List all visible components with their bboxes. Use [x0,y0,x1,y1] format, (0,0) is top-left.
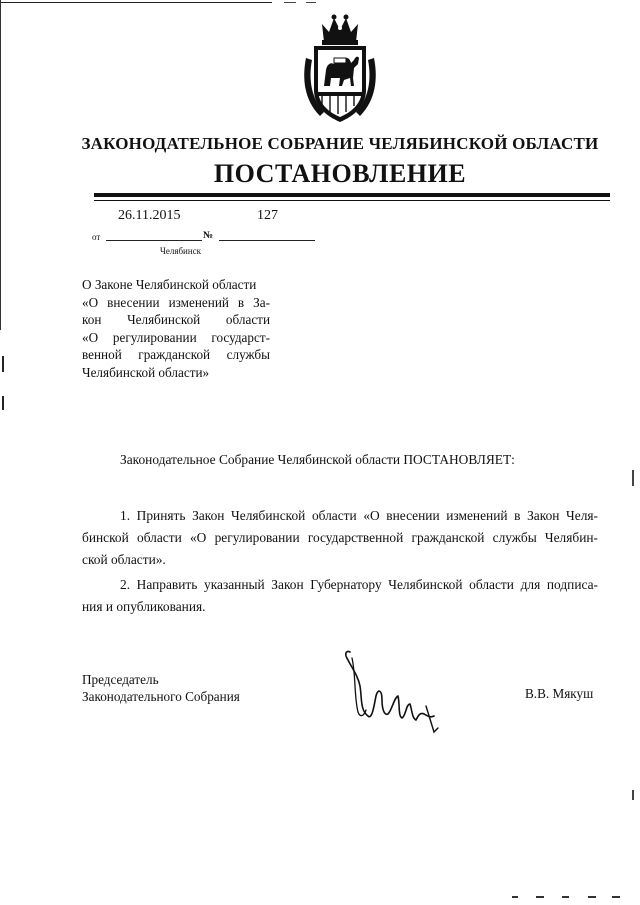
date-label: от [92,232,101,242]
subject-line: венной гражданской службы [82,347,270,363]
number-underline [219,240,315,241]
scan-mark [284,2,296,3]
scan-bottom-marks [500,896,640,899]
date-underline [106,240,202,241]
number-label: № [203,230,214,241]
item-line: ния и опубликования. [82,599,206,614]
subject-line: кон Челябинской области [82,312,270,328]
resolves-statement: Законодательное Собрание Челябинской области ПОСТАНОВЛЯЕТ: [120,452,515,467]
signer-position [82,671,240,705]
scan-mark [632,470,634,486]
item-line: ской области». [82,552,166,567]
scan-mark [306,2,316,3]
header-rule-thin [94,200,610,201]
document-subject [82,276,270,382]
scan-mark [2,356,4,372]
scan-mark [2,396,4,410]
scan-mark [632,790,634,800]
document-number: 127 [257,208,278,223]
item-line: бинской области «О регулировании государственной гражданской службы Челябин- [82,530,598,545]
subject-line: «О внесении изменений в За- [82,294,270,310]
signer-name: В.В. Мякуш [525,686,594,701]
scan-edge-top [0,2,272,3]
scan-edge-left [0,0,1,330]
document-date: 26.11.2015 [118,208,181,223]
subject-line: О Законе Челябинской области [82,277,257,292]
signer-position-line: Председатель [82,672,159,687]
subject-line: Челябинской области» [82,364,210,380]
subject-line: «О регулировании государст- [82,329,270,345]
chelyabinsk-coat-of-arms-icon [298,8,382,126]
document-type-heading: ПОСТАНОВЛЕНИЕ [213,159,467,188]
header-rule-thick [94,193,610,197]
resolution-item-2 [82,574,598,618]
resolution-item-1 [82,505,598,571]
handwritten-signature-icon [338,646,454,738]
city-label: Челябинск [160,246,202,256]
signer-position-line: Законодательного Собрания [82,689,240,704]
item-line: 1. Принять Закон Челябинской области «О внесении изменений в Закон Челя- [120,508,598,523]
item-line: 2. Направить указанный Закон Губернатору Челябинской области для подписа- [120,577,598,592]
organization-title: ЗАКОНОДАТЕЛЬНОЕ СОБРАНИЕ ЧЕЛЯБИНСКОЙ ОБЛАСТИ [81,134,599,153]
